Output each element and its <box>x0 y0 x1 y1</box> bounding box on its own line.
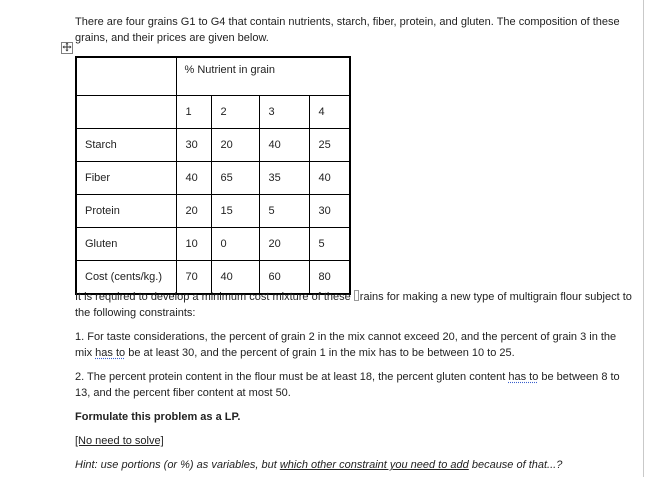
value-cell: 35 <box>259 162 309 195</box>
row-label-cell: Gluten <box>76 228 176 261</box>
no-solve-note: [No need to solve] <box>75 435 164 447</box>
grain-header-cell: 3 <box>259 96 309 129</box>
value-cell: 20 <box>259 228 309 261</box>
value-cell: 40 <box>309 162 350 195</box>
body-text <box>75 289 635 473</box>
table-corner-cell <box>76 57 176 96</box>
value-cell: 40 <box>211 261 259 295</box>
value-cell: 0 <box>211 228 259 261</box>
value-cell: 70 <box>176 261 211 295</box>
hint-paragraph: Hint: use portions (or %) as variables, but which other constraint you need to add because of that...? <box>75 459 563 471</box>
grain-composition-table <box>75 56 351 295</box>
value-cell: 80 <box>309 261 350 295</box>
intro-paragraph: There are four grains G1 to G4 that contain nutrients, starch, fiber, protein, and gluten. The composition of these grains, and their prices are given below. <box>75 16 620 44</box>
page-margin-line <box>643 0 644 477</box>
formulate-instruction: Formulate this problem as a LP. <box>75 411 241 423</box>
value-cell: 60 <box>259 261 309 295</box>
row-label-cell: Fiber <box>76 162 176 195</box>
value-cell: 30 <box>309 195 350 228</box>
value-cell: 65 <box>211 162 259 195</box>
nutrient-header-cell <box>176 57 350 96</box>
table-row <box>76 228 350 261</box>
table-grain-header-row <box>76 96 350 129</box>
grain-header-cell: 4 <box>309 96 350 129</box>
nutrient-header-label: % Nutrient in grain <box>184 64 275 76</box>
constraint-1-paragraph: 1. For taste considerations, the percent of grain 2 in the mix cannot exceed 20, and the percent of grain 3 in the mix has to be at least 30, and the percent of grain 1 in the mix has to be between 10 to 25. <box>75 331 617 359</box>
constraint-2-paragraph: 2. The percent protein content in the flour must be at least 18, the percent gluten content has to be between 8 to 13, and the percent fiber content at most 50. <box>75 371 620 399</box>
grammar-flag[interactable]: has to <box>508 371 539 383</box>
value-cell: 5 <box>309 228 350 261</box>
value-cell: 30 <box>176 129 211 162</box>
value-cell: 40 <box>259 129 309 162</box>
grain-header-cell: 2 <box>211 96 259 129</box>
value-cell: 25 <box>309 129 350 162</box>
row-label-cell: Cost (cents/kg.) <box>76 261 176 295</box>
requirement-paragraph: It is required to develop a minimum cost mixture of these rains for making a new type of multigrain flour subject to the following constraints: <box>75 291 632 319</box>
grain-header-cell: 1 <box>176 96 211 129</box>
move-arrows-icon <box>62 42 72 55</box>
table-super-header-row <box>76 57 350 96</box>
table-move-handle[interactable] <box>61 42 73 54</box>
value-cell: 5 <box>259 195 309 228</box>
value-cell: 40 <box>176 162 211 195</box>
value-cell: 10 <box>176 228 211 261</box>
text-cursor-marker <box>354 290 359 301</box>
table-row <box>76 162 350 195</box>
table-row <box>76 195 350 228</box>
grammar-flag[interactable]: has to <box>95 347 126 359</box>
value-cell: 15 <box>211 195 259 228</box>
table-empty-cell <box>76 96 176 129</box>
table-row <box>76 129 350 162</box>
row-label-cell: Starch <box>76 129 176 162</box>
value-cell: 20 <box>211 129 259 162</box>
row-label-cell: Protein <box>76 195 176 228</box>
value-cell: 20 <box>176 195 211 228</box>
